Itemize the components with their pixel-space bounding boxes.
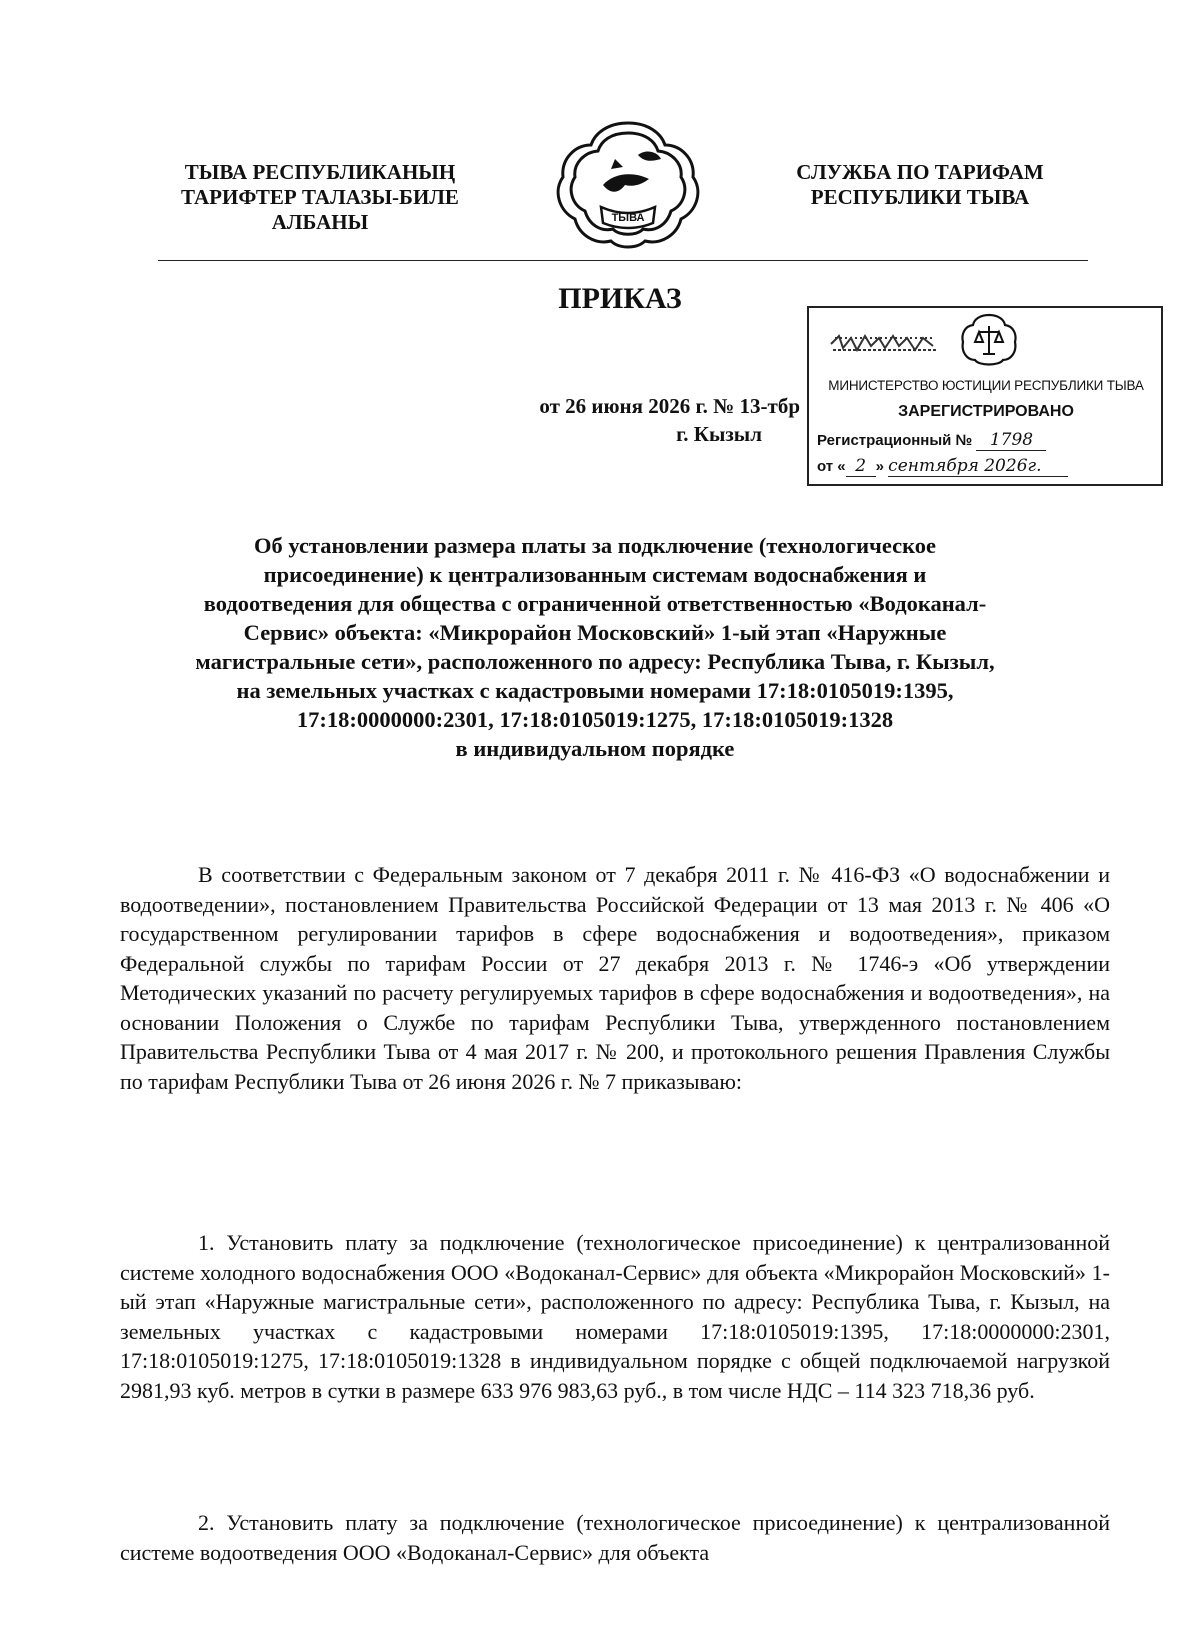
subject-line: магистральные сети», расположенного по адресу: Республика Тыва, г. Кызыл, xyxy=(195,649,995,674)
order-subject xyxy=(130,531,1060,763)
subject-line: на земельных участках с кадастровыми номерами 17:18:0105019:1395, xyxy=(236,678,954,703)
order-number-date: от 26 июня 2026 г. № 13-тбр xyxy=(539,394,800,418)
subject-line: 17:18:0000000:2301, 17:18:0105019:1275, 17:18:0105019:1328 xyxy=(296,707,894,732)
registration-stamp xyxy=(807,306,1163,486)
header-left-line: ТЫВА РЕСПУБЛИКАНЫҢ xyxy=(184,160,456,184)
header-right-line: РЕСПУБЛИКИ ТЫВА xyxy=(810,185,1030,209)
header-left-org-name xyxy=(150,160,490,235)
stamp-reg-number-row xyxy=(817,430,1046,451)
clause-2-paragraph: 2. Установить плату за подключение (технологическое присоединение) к централизованной системе водоотведения ООО «Водоканал-Сервис» для объекта xyxy=(120,1510,1110,1565)
stamp-ministry: МИНИСТЕРСТВО ЮСТИЦИИ РЕСПУБЛИКИ ТЫВА xyxy=(828,378,1144,393)
subject-line: водоотведения для общества с ограниченной ответственностью «Водоканал- xyxy=(203,591,987,616)
header-divider xyxy=(158,260,1088,261)
header-left-line: ТАРИФТЕР ТАЛАЗЫ-БИЛЕ xyxy=(181,185,459,209)
document-title: ПРИКАЗ xyxy=(558,282,682,315)
subject-line: присоединение) к централизованным системам водоснабжения и xyxy=(263,562,927,587)
header-right-org-name xyxy=(770,160,1070,210)
stamp-day: 2 xyxy=(846,456,876,477)
preamble-paragraph: В соответствии с Федеральным законом от 7 декабря 2011 г. № 416-ФЗ «О водоснабжении и водоотведении», постановлением Правительства Российской Федерации от 13 мая 2013 г. № 406 «О государственном регулировании тарифов в сфере водоснабжения и водоотведения», приказом Федеральной службы по тарифам России от 27 декабря 2013 г. № 1746-э «Об утверждении Методических указаний по расчету регулируемых тарифов в сфере водоснабжения и водоотведения», на основании Положения о Службе по тарифам Республики Тыва, утвержденного постановлением Правительства Республики Тыва от 4 мая 2017 г. № 200, и протокольного решения Правления Службы по тарифам Республики Тыва от 26 июня 2026 г. № 7 приказываю: xyxy=(120,862,1110,1094)
subject-line: в индивидуальном порядке xyxy=(455,736,735,761)
emblem-label: ТЫВА xyxy=(611,212,645,224)
header-right-line: СЛУЖБА ПО ТАРИФАМ xyxy=(796,160,1044,184)
clause-1-paragraph: 1. Установить плату за подключение (технологическое присоединение) к централизованной системе холодного водоснабжения ООО «Водоканал-Сервис» для объекта «Микрорайон Московский» 1-ый этап «Наружные магистральные сети», расположенного по адресу: Республика Тыва, г. Кызыл, на земельных участках с кадастровыми номерами 17:18:0105019:1395, 17:18:0000000:2301, 17:18:0105019:1275, 17:18:0105019:1328 в индивидуальном порядке с общей подключаемой нагрузкой 2981,93 куб. метров в сутки в размере 633 976 983,63 руб., в том числе НДС – 114 323 718,36 руб. xyxy=(120,1230,1110,1403)
tuva-emblem-icon xyxy=(553,115,703,250)
stamp-date-row xyxy=(817,456,1068,477)
subject-line: Сервис» объекта: «Микрорайон Московский» 1-ый этап «Наружные xyxy=(243,620,947,645)
stamp-date-prefix: от « xyxy=(817,458,846,475)
stamp-reg-number: 1798 xyxy=(976,430,1046,451)
header-left-line: АЛБАНЫ xyxy=(271,210,369,234)
order-city: г. Кызыл xyxy=(676,422,762,446)
stamp-month-year: сентября 2026г. xyxy=(888,456,1068,477)
stamp-registered: ЗАРЕГИСТРИРОВАНО xyxy=(898,403,1074,420)
justice-emblem-icon xyxy=(959,312,1019,368)
subject-line: Об установлении размера платы за подключение (технологическое xyxy=(254,533,936,558)
stamp-scribble-icon xyxy=(829,330,939,356)
stamp-date-mid: » xyxy=(875,458,884,475)
stamp-reg-label: Регистрационный № xyxy=(817,432,973,449)
